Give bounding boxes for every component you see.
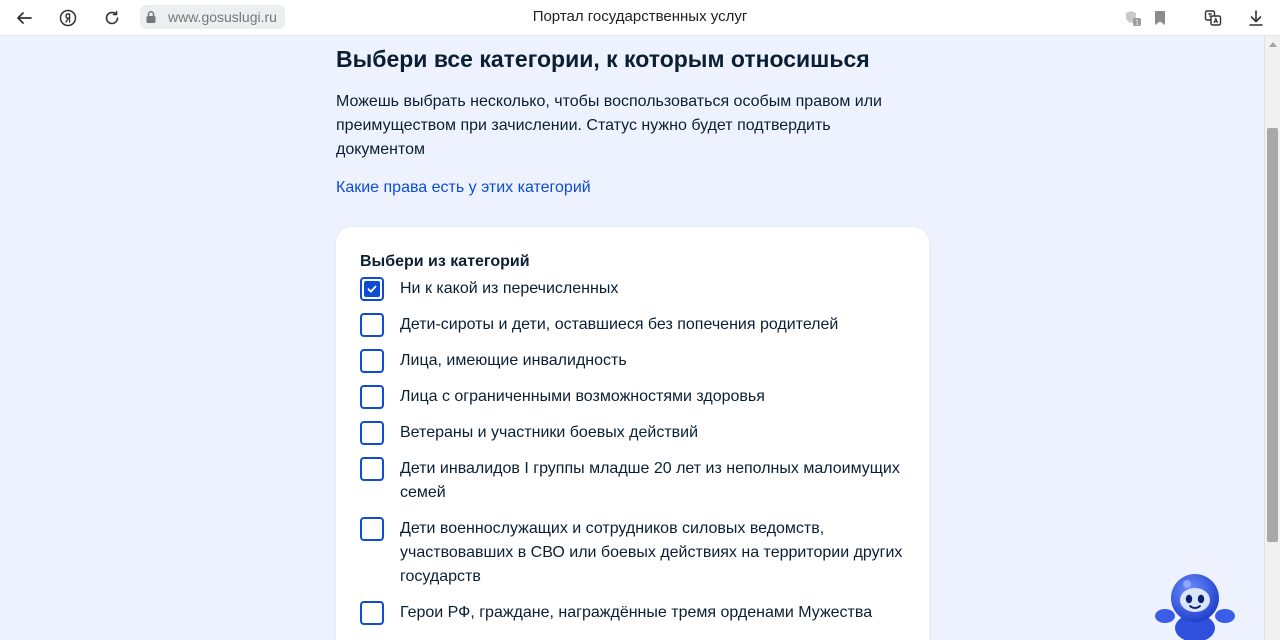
category-option[interactable] [360,601,909,625]
checkbox-checked[interactable] [360,277,384,301]
address-bar[interactable] [140,5,285,29]
category-label: Дети военнослужащих и сотрудников силовых ведомств, участвовавших в СВО или боевых действиях на территории других государств [400,520,903,585]
category-option[interactable] [360,421,909,445]
page-scrollbar[interactable] [1264,36,1280,640]
yandex-icon [59,9,77,27]
shield-badge-icon [1124,9,1142,27]
category-option[interactable] [360,385,909,409]
category-option[interactable] [360,313,909,337]
checkbox[interactable] [360,421,384,445]
category-option[interactable] [360,277,909,301]
bookmark-button[interactable] [1148,6,1172,30]
category-label: Ветераны и участники боевых действий [400,424,699,441]
card-title: Выбери из категорий [360,253,530,270]
intro-text: Можешь выбрать несколько, чтобы воспользоваться особым правом или преимуществом при зачислении. Статус нужно будет подтвердить документом [336,93,882,158]
bookmark-icon [1151,9,1169,27]
category-label: Дети инвалидов I группы младше 20 лет из неполных малоимущих семей [400,460,900,501]
category-label: Лица с ограниченными возможностями здоровья [400,388,765,405]
page-title: Портал государственных услуг [532,8,748,25]
url-text: www.gosuslugi.ru [162,5,285,29]
robot-assistant-icon [1153,570,1237,640]
back-button[interactable] [12,6,36,30]
scroll-thumb[interactable] [1267,128,1278,542]
lock-icon [140,5,162,29]
badge-count: 1 [1135,19,1139,27]
checkbox[interactable] [360,601,384,625]
checkbox[interactable] [360,349,384,373]
downloads-button[interactable] [1244,6,1268,30]
browser-toolbar [0,0,1280,36]
checkmark-icon [364,281,380,297]
checkbox[interactable] [360,517,384,541]
checkbox[interactable] [360,457,384,481]
translate-icon [1204,9,1222,27]
categories-card [336,227,929,640]
page-heading: Выбери все категории, к которым относишься [336,46,870,72]
category-option[interactable] [360,517,909,589]
reload-icon [103,9,121,27]
protect-button[interactable] [1121,6,1145,30]
scroll-up-arrow-icon[interactable] [1269,42,1277,47]
robot-assistant-button[interactable] [1153,570,1237,640]
arrow-left-icon [15,9,33,27]
category-label: Ни к какой из перечисленных [400,280,619,297]
category-label: Лица, имеющие инвалидность [400,352,627,369]
download-icon [1247,9,1265,27]
translate-button[interactable] [1201,6,1225,30]
category-rights-link[interactable]: Какие права есть у этих категорий [336,179,591,196]
reload-button[interactable] [100,6,124,30]
category-option[interactable] [360,349,909,373]
yandex-button[interactable] [56,6,80,30]
checkbox[interactable] [360,385,384,409]
checkbox[interactable] [360,313,384,337]
category-label: Герои РФ, граждане, награждённые тремя орденами Мужества [400,604,873,621]
category-label: Дети-сироты и дети, оставшиеся без попечения родителей [400,316,839,333]
category-option[interactable] [360,457,909,505]
